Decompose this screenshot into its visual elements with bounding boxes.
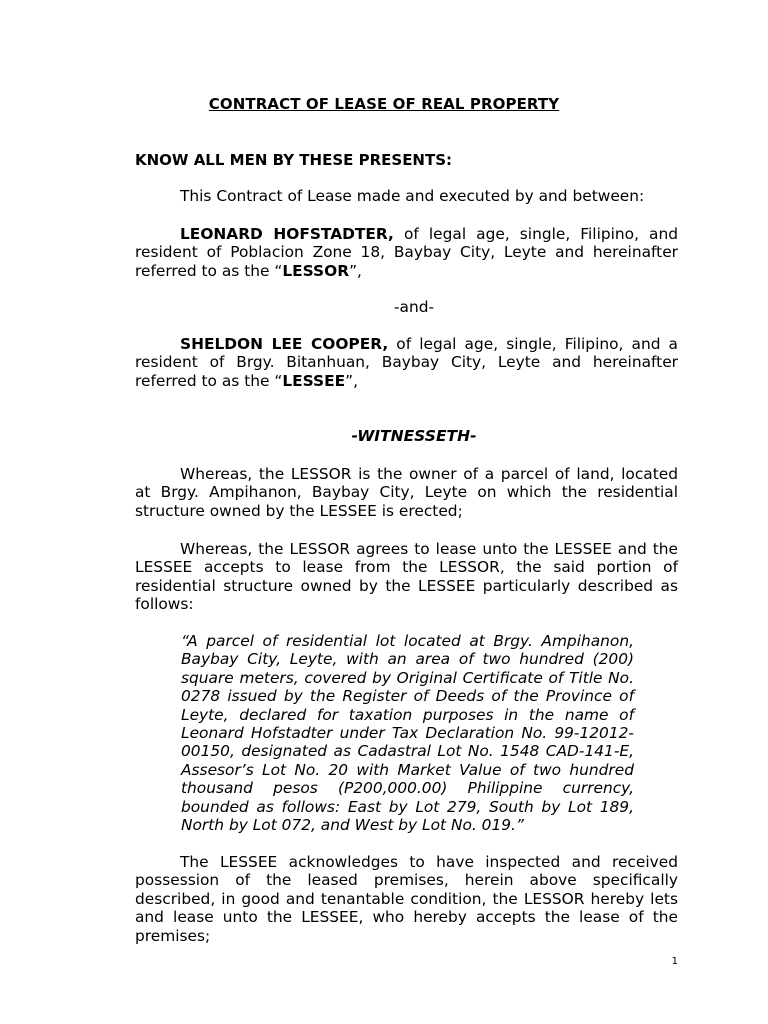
property-description: “A parcel of residential lot located at Brgy. Ampihanon, Baybay City, Leyte, with an area of two hundred (200) square meters, covered by Original Certificate of Title No. 0278 issued by the Register of Deeds of the Province of Leyte, declared for taxation purposes in the name of Leonard Hofstadter under Tax Declaration No. 99-12012-00150, designated as Cadastral Lot No. 1548 CAD-141-E, Assesor’s Lot No. 20 with Market Value of two hundred thousand pesos (P200,000.00) Philippine currency, bounded as follows: East by Lot 279, South by Lot 189, North by Lot 072, and West by Lot No. 019.” bbox=[181, 632, 634, 835]
lessor-details: of legal age, single, Filipino, and resident of Poblacion Zone 18, Baybay City, Leyte and hereinafter referred to as the “ bbox=[135, 225, 678, 280]
whereas-paragraph-1: Whereas, the LESSOR is the owner of a parcel of land, located at Brgy. Ampihanon, Baybay City, Leyte on which the residential structure owned by the LESSEE is erected; bbox=[135, 465, 678, 520]
and-separator: -and- bbox=[393, 298, 435, 316]
lessee-details: of legal age, single, Filipino, and a resident of Brgy. Bitanhuan, Baybay City, Leyte and hereinafter referred to as the “ bbox=[135, 335, 678, 390]
lessor-paragraph bbox=[135, 225, 678, 280]
acknowledgement-paragraph: The LESSEE acknowledges to have inspected and received possession of the leased premises, herein above specifically described, in good and tenantable condition, the LESSOR hereby lets and lease unto the LESSEE, who hereby accepts the lease of the premises; bbox=[135, 853, 678, 945]
know-all-heading: KNOW ALL MEN BY THESE PRESENTS: bbox=[135, 151, 453, 169]
whereas-paragraph-2: Whereas, the LESSOR agrees to lease unto the LESSEE and the LESSEE accepts to lease from the LESSOR, the said portion of residential structure owned by the LESSEE particularly described as follows: bbox=[135, 540, 678, 614]
lessor-closing: ”, bbox=[349, 261, 362, 280]
lessee-paragraph bbox=[135, 335, 678, 390]
page-number: 1 bbox=[671, 956, 678, 967]
witnesseth-heading: -WITNESSETH- bbox=[351, 427, 477, 445]
lessor-name: LEONARD HOFSTADTER, bbox=[180, 225, 394, 243]
intro-paragraph: This Contract of Lease made and executed by and between: bbox=[180, 187, 645, 205]
lessor-role: LESSOR bbox=[282, 261, 350, 280]
lessee-closing: ”, bbox=[345, 371, 359, 390]
document-title: CONTRACT OF LEASE OF REAL PROPERTY bbox=[208, 95, 560, 113]
lessee-role: LESSEE bbox=[282, 371, 346, 390]
lessee-name: SHELDON LEE COOPER, bbox=[180, 335, 389, 353]
